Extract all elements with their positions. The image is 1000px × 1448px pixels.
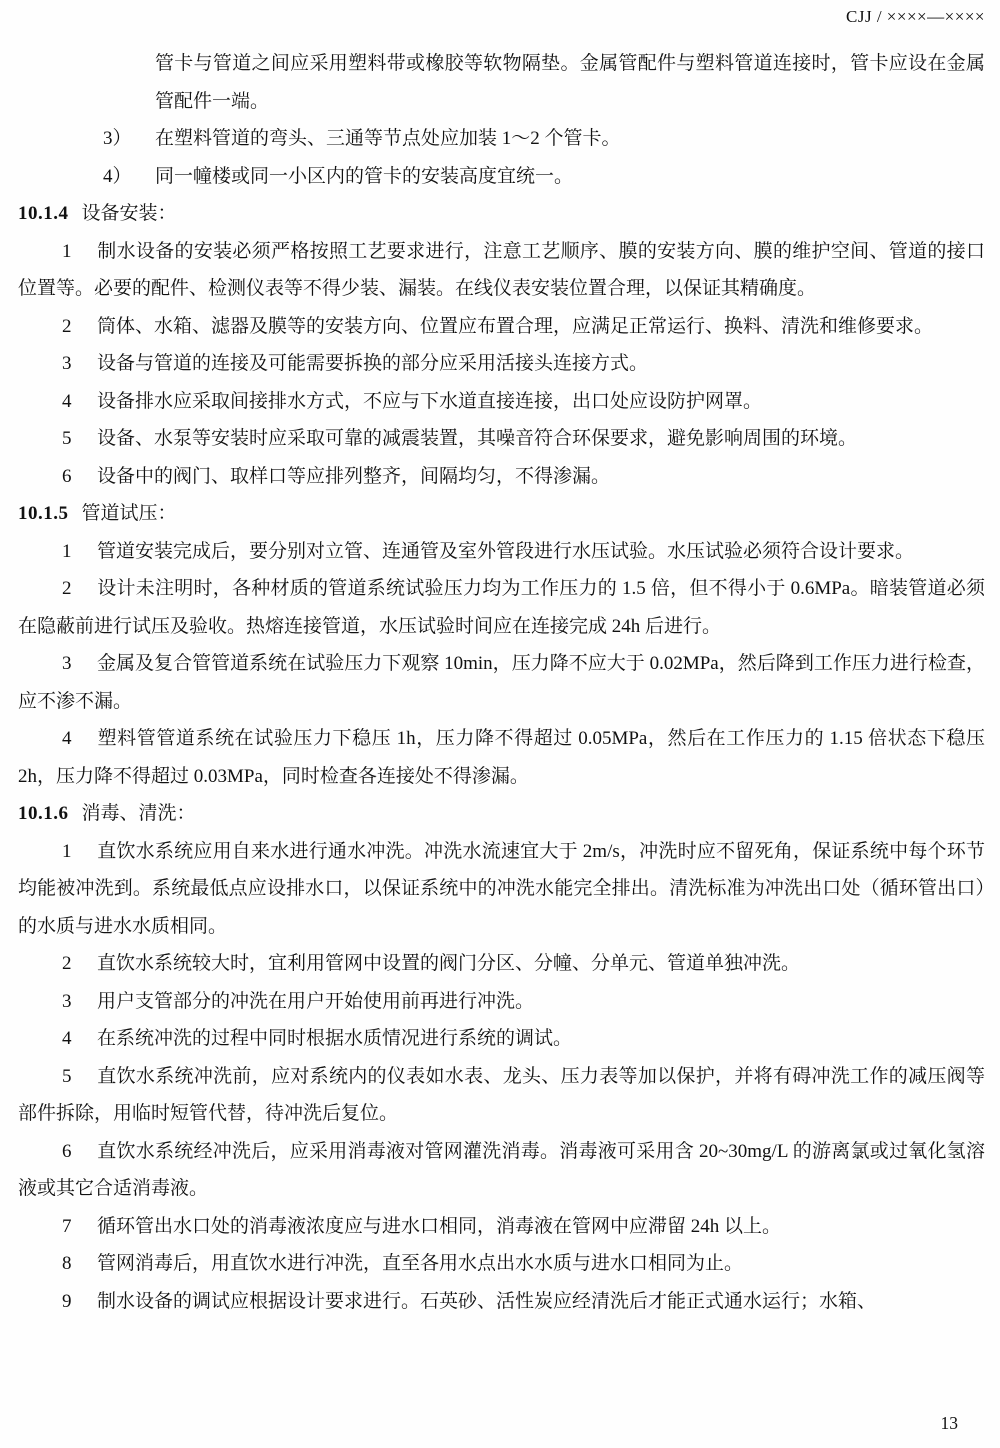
section-heading-10-1-5 — [18, 495, 985, 533]
sub-item-text: 同一幢楼或同一小区内的管卡的安装高度宜统一。 — [155, 165, 574, 187]
numbered-item — [18, 645, 985, 720]
item-text: 制水设备的调试应根据设计要求进行。石英砂、活性炭应经清洗后才能正式通水运行；水箱、 — [97, 1290, 877, 1312]
numbered-item — [18, 458, 985, 496]
item-number: 7 — [62, 1215, 72, 1237]
item-number: 1 — [62, 540, 72, 562]
item-number: 3 — [62, 353, 72, 374]
item-number: 5 — [62, 428, 72, 449]
item-number: 6 — [62, 465, 72, 487]
item-text: 循环管出水口处的消毒液浓度应与进水口相同，消毒液在管网中应滞留 24h 以上。 — [97, 1215, 782, 1237]
numbered-item — [18, 383, 985, 421]
item-number: 8 — [62, 1253, 72, 1274]
numbered-item — [18, 945, 985, 983]
carryover-paragraph: 管卡与管道之间应采用塑料带或橡胶等软物隔垫。金属管配件与塑料管道连接时，管卡应设在金属管配件一端。 — [155, 53, 985, 112]
item-number: 3 — [62, 653, 72, 674]
numbered-item — [18, 1245, 985, 1283]
section-number: 10.1.4 — [18, 203, 69, 224]
section-title: 设备安装： — [81, 203, 177, 224]
item-number: 5 — [62, 1065, 72, 1087]
numbered-item — [18, 345, 985, 383]
item-text: 管道安装完成后，要分别对立管、连通管及室外管段进行水压试验。水压试验必须符合设计要求。 — [97, 540, 915, 562]
page-number: 13 — [940, 1413, 958, 1433]
section-title: 消毒、清洗： — [81, 803, 196, 824]
sub-item-number: 3） — [103, 128, 132, 149]
numbered-item — [18, 833, 985, 946]
doc-code-header: CJJ / ××××—×××× — [846, 7, 985, 26]
item-number: 2 — [62, 953, 72, 974]
item-text: 直饮水系统经冲洗后，应采用消毒液对管网灌洗消毒。消毒液可采用含 20~30mg/L 的游离氯或过氧化氢溶液或其它合适消毒液。 — [18, 1140, 985, 1199]
item-number: 1 — [62, 840, 72, 862]
numbered-item — [18, 1020, 985, 1058]
item-text: 直饮水系统应用自来水进行通水冲洗。冲洗水流速宜大于 2m/s，冲洗时应不留死角，保证系统中每个环节均能被冲洗到。系统最低点应设排水口，以保证系统中的冲洗水能完全排出。清洗标准为冲洗出口处（循环管出口）的水质与进水水质相同。 — [18, 840, 985, 937]
numbered-item — [18, 233, 985, 308]
sub-list-item — [103, 158, 985, 196]
section-heading-10-1-4 — [18, 195, 985, 233]
item-text: 筒体、水箱、滤器及膜等的安装方向、位置应布置合理，应满足正常运行、换料、清洗和维修要求。 — [97, 315, 934, 337]
section-number: 10.1.6 — [18, 803, 69, 824]
item-number: 3 — [62, 990, 72, 1012]
numbered-item — [18, 1133, 985, 1208]
numbered-item — [18, 570, 985, 645]
item-text: 设备排水应采取间接排水方式，不应与下水道直接连接，出口处应设防护网罩。 — [97, 390, 763, 412]
item-text: 制水设备的安装必须严格按照工艺要求进行，注意工艺顺序、膜的安装方向、膜的维护空间、管道的接口位置等。必要的配件、检测仪表等不得少装、漏装。在线仪表安装位置合理，以保证其精确度。 — [18, 240, 985, 299]
item-text: 塑料管管道系统在试验压力下稳压 1h，压力降不得超过 0.05MPa，然后在工作压力的 1.15 倍状态下稳压 2h，压力降不得超过 0.03MPa，同时检查各连接处不得渗漏。 — [18, 728, 985, 787]
numbered-item — [18, 1058, 985, 1133]
numbered-item — [18, 720, 985, 795]
item-number: 4 — [62, 390, 72, 412]
item-number: 1 — [62, 240, 72, 262]
item-text: 直饮水系统较大时，宜利用管网中设置的阀门分区、分幢、分单元、管道单独冲洗。 — [97, 953, 801, 974]
sub-item-text: 在塑料管道的弯头、三通等节点处应加装 1～2 个管卡。 — [155, 128, 621, 149]
section-title: 管道试压： — [81, 503, 177, 524]
item-number: 9 — [62, 1290, 72, 1312]
section-number: 10.1.5 — [18, 503, 69, 524]
numbered-item — [18, 420, 985, 458]
item-text: 设备、水泵等安装时应采取可靠的减震装置，其噪音符合环保要求，避免影响周围的环境。 — [97, 428, 858, 449]
item-number: 4 — [62, 728, 72, 749]
sub-list-item — [103, 120, 985, 158]
numbered-item — [18, 308, 985, 346]
item-text: 在系统冲洗的过程中同时根据水质情况进行系统的调试。 — [97, 1028, 573, 1049]
item-number: 2 — [62, 578, 72, 599]
numbered-item — [18, 1208, 985, 1246]
item-text: 设计未注明时，各种材质的管道系统试验压力均为工作压力的 1.5 倍，但不得小于 0.6MPa。暗装管道必须在隐蔽前进行试压及验收。热熔连接管道，水压试验时间应在连接完成 24h 后进行。 — [18, 578, 985, 637]
item-text: 设备中的阀门、取样口等应排列整齐，间隔均匀，不得渗漏。 — [97, 465, 611, 487]
item-text: 设备与管道的连接及可能需要拆换的部分应采用活接头连接方式。 — [97, 353, 649, 374]
page-content — [18, 45, 985, 1320]
item-text: 管网消毒后，用直饮水进行冲洗，直至各用水点出水水质与进水口相同为止。 — [97, 1253, 744, 1274]
numbered-item — [18, 983, 985, 1021]
numbered-item — [18, 533, 985, 571]
item-number: 2 — [62, 315, 72, 337]
numbered-item — [18, 1283, 985, 1321]
item-text: 金属及复合管管道系统在试验压力下观察 10min，压力降不应大于 0.02MPa，然后降到工作压力进行检查，应不渗不漏。 — [18, 653, 985, 712]
item-number: 6 — [62, 1140, 72, 1162]
item-text: 用户支管部分的冲洗在用户开始使用前再进行冲洗。 — [97, 990, 535, 1012]
item-number: 4 — [62, 1028, 72, 1049]
item-text: 直饮水系统冲洗前，应对系统内的仪表如水表、龙头、压力表等加以保护，并将有碍冲洗工作的减压阀等部件拆除，用临时短管代替，待冲洗后复位。 — [18, 1065, 985, 1124]
section-heading-10-1-6 — [18, 795, 985, 833]
sub-item-number: 4） — [103, 165, 132, 187]
